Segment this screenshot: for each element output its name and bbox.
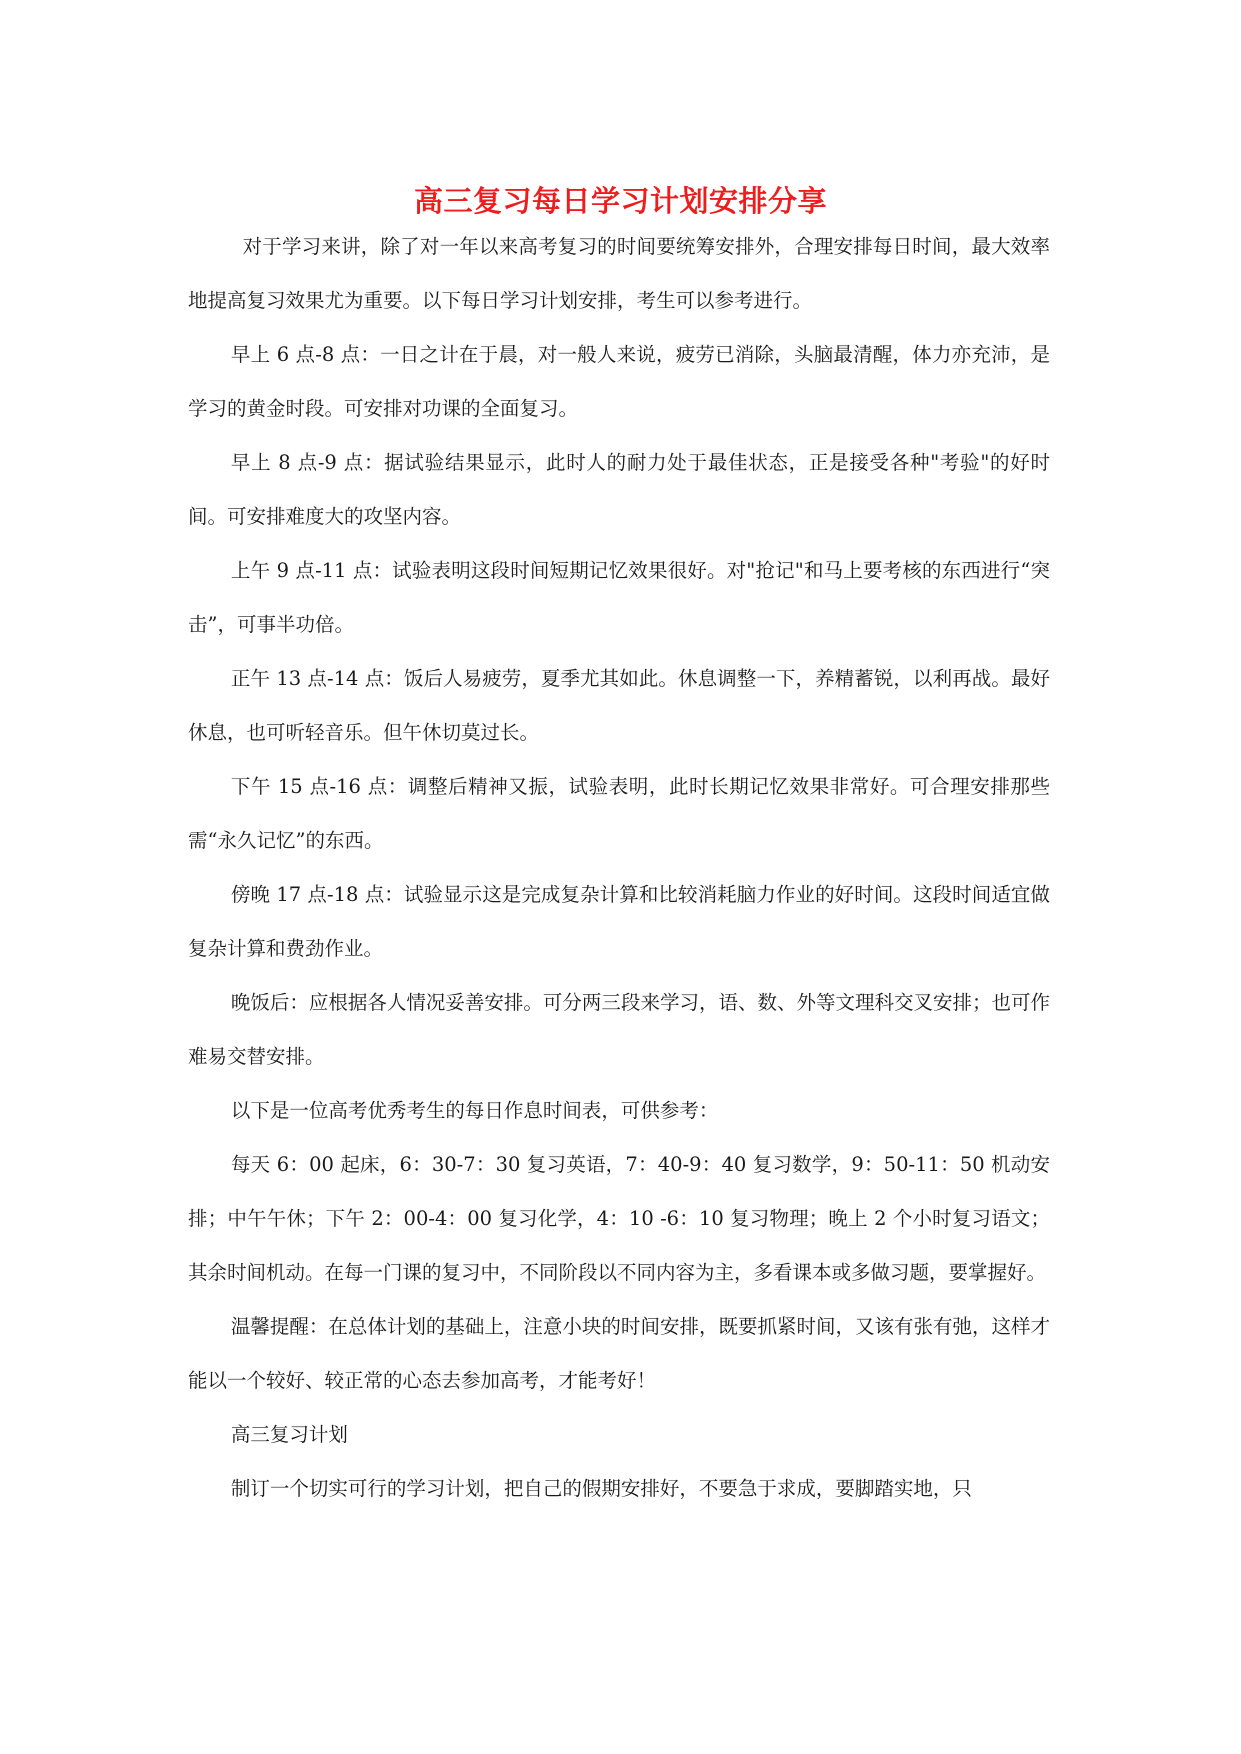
paragraph-8-9: 早上 8 点-9 点：据试验结果显示，此时人的耐力处于最佳状态，正是接受各种"考验"的好时间。可安排难度大的攻坚内容。 xyxy=(188,451,1050,528)
paragraph-13-14: 正午 13 点-14 点：饭后人易疲劳，夏季尤其如此。休息调整一下，养精蓄锐，以利再战。最好休息，也可听轻音乐。但午休切莫过长。 xyxy=(188,667,1050,744)
paragraph-schedule-intro: 以下是一位高考优秀考生的每日作息时间表，可供参考： xyxy=(230,1099,719,1122)
paragraph-6-8: 早上 6 点-8 点：一日之计在于晨，对一般人来说，疲劳已消除，头脑最清醒，体力亦充沛，是学习的黄金时段。可安排对功课的全面复习。 xyxy=(188,343,1050,420)
paragraph-daily-schedule: 每天 6：00 起床，6：30-7：30 复习英语，7：40-9：40 复习数学，9：50-11：50 机动安排；中午午休；下午 2：00-4：00 复习化学，4：10 -6：10 复习物理；晚上 2 个小时复习语文；其余时间机动。在每一门课的复习中，不同阶段以不同内容为主，多看课本或多做习题，要掌握好。 xyxy=(188,1153,1050,1284)
paragraph-plan: 制订一个切实可行的学习计划，把自己的假期安排好，不要急于求成，要脚踏实地，只 xyxy=(230,1477,972,1500)
paragraph-tip: 温馨提醒：在总体计划的基础上，注意小块的时间安排，既要抓紧时间，又该有张有弛，这样才能以一个较好、较正常的心态去参加高考，才能考好！ xyxy=(188,1315,1050,1392)
section-heading: 高三复习计划 xyxy=(230,1423,348,1446)
paragraph-17-18: 傍晚 17 点-18 点：试验显示这是完成复杂计算和比较消耗脑力作业的好时间。这段时间适宜做复杂计算和费劲作业。 xyxy=(188,883,1050,960)
paragraph-evening: 晚饭后：应根据各人情况妥善安排。可分两三段来学习，语、数、外等文理科交叉安排；也可作难易交替安排。 xyxy=(188,991,1050,1068)
paragraph-9-11: 上午 9 点-11 点：试验表明这段时间短期记忆效果很好。对"抢记"和马上要考核的东西进行“突击”，可事半功倍。 xyxy=(188,559,1050,636)
document-body xyxy=(188,220,1050,1516)
document-title: 高三复习每日学习计划安排分享 xyxy=(413,184,827,219)
paragraph-15-16: 下午 15 点-16 点：调整后精神又振，试验表明，此时长期记忆效果非常好。可合理安排那些需“永久记忆”的东西。 xyxy=(188,775,1050,852)
paragraph-intro: 对于学习来讲，除了对一年以来高考复习的时间要统筹安排外，合理安排每日时间，最大效率地提高复习效果尤为重要。以下每日学习计划安排，考生可以参考进行。 xyxy=(188,235,1050,312)
